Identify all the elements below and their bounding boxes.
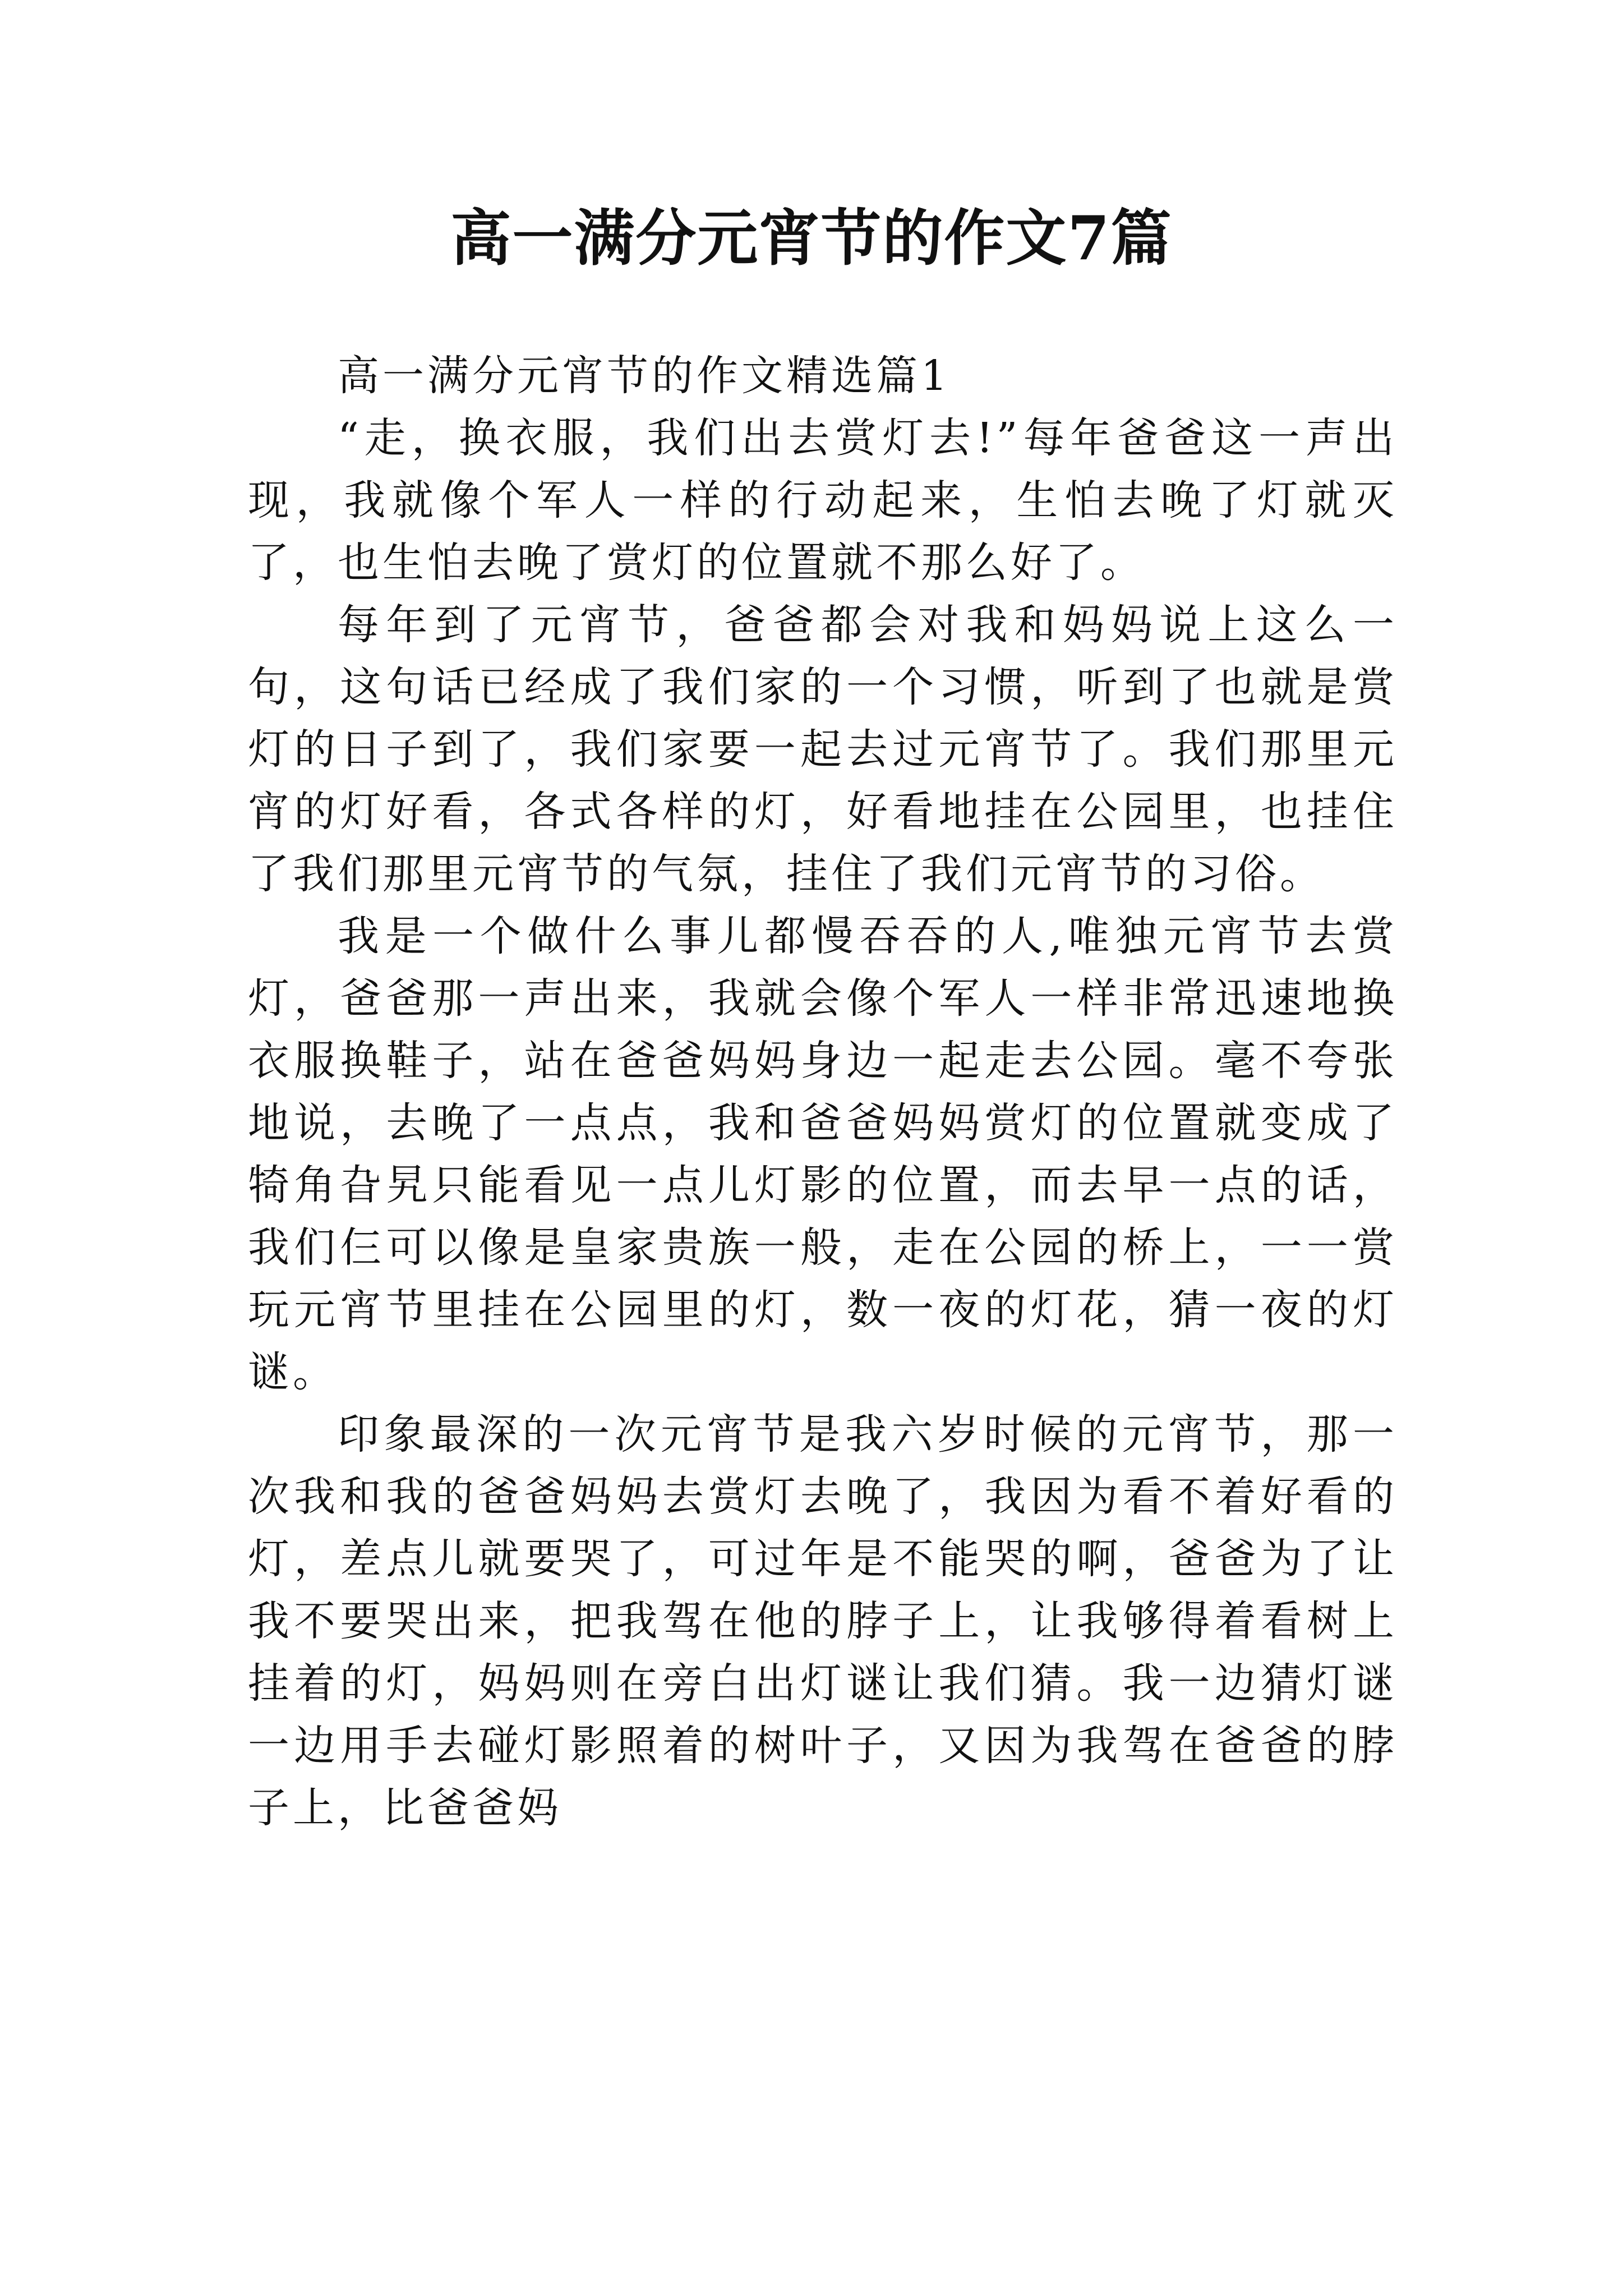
paragraph: “走，换衣服，我们出去赏灯去!”每年爸爸这一声出现，我就像个军人一样的行动起来，生怕去晚了灯就灭了，也生怕去晚了赏灯的位置就不那么好了。 xyxy=(248,414,1398,587)
document-body xyxy=(248,345,1398,1839)
paragraph: 我是一个做什么事儿都慢吞吞的人,唯独元宵节去赏灯，爸爸那一声出来，我就会像个军人一样非常迅速地换衣服换鞋子，站在爸爸妈妈身边一起走去公园。毫不夸张地说，去晚了一点点，我和爸爸妈妈赏灯的位置就变成了犄角旮旯只能看见一点儿灯影的位置，而去早一点的话，我们仨可以像是皇家贵族一般，走在公园的桥上，一一赏玩元宵节里挂在公园里的灯，数一夜的灯花，猜一夜的灯谜。 xyxy=(248,912,1398,1396)
paragraph: 印象最深的一次元宵节是我六岁时候的元宵节，那一次我和我的爸爸妈妈去赏灯去晚了，我因为看不着好看的灯，差点儿就要哭了，可过年是不能哭的啊，爸爸为了让我不要哭出来，把我驾在他的脖子上，让我够得着看树上挂着的灯，妈妈则在旁白出灯谜让我们猜。我一边猜灯谜一边用手去碰灯影照着的树叶子，又因为我驾在爸爸的脖子上，比爸爸妈 xyxy=(248,1410,1398,1832)
document-title: 高一满分元宵节的作文7篇 xyxy=(450,203,1173,274)
paragraph: 每年到了元宵节，爸爸都会对我和妈妈说上这么一句，这句话已经成了我们家的一个习惯，听到了也就是赏灯的日子到了，我们家要一起去过元宵节了。我们那里元宵的灯好看，各式各样的灯，好看地挂在公园里，也挂住了我们那里元宵节的气氛，挂住了我们元宵节的习俗。 xyxy=(248,601,1398,898)
section-heading: 高一满分元宵节的作文精选篇1 xyxy=(338,352,951,400)
